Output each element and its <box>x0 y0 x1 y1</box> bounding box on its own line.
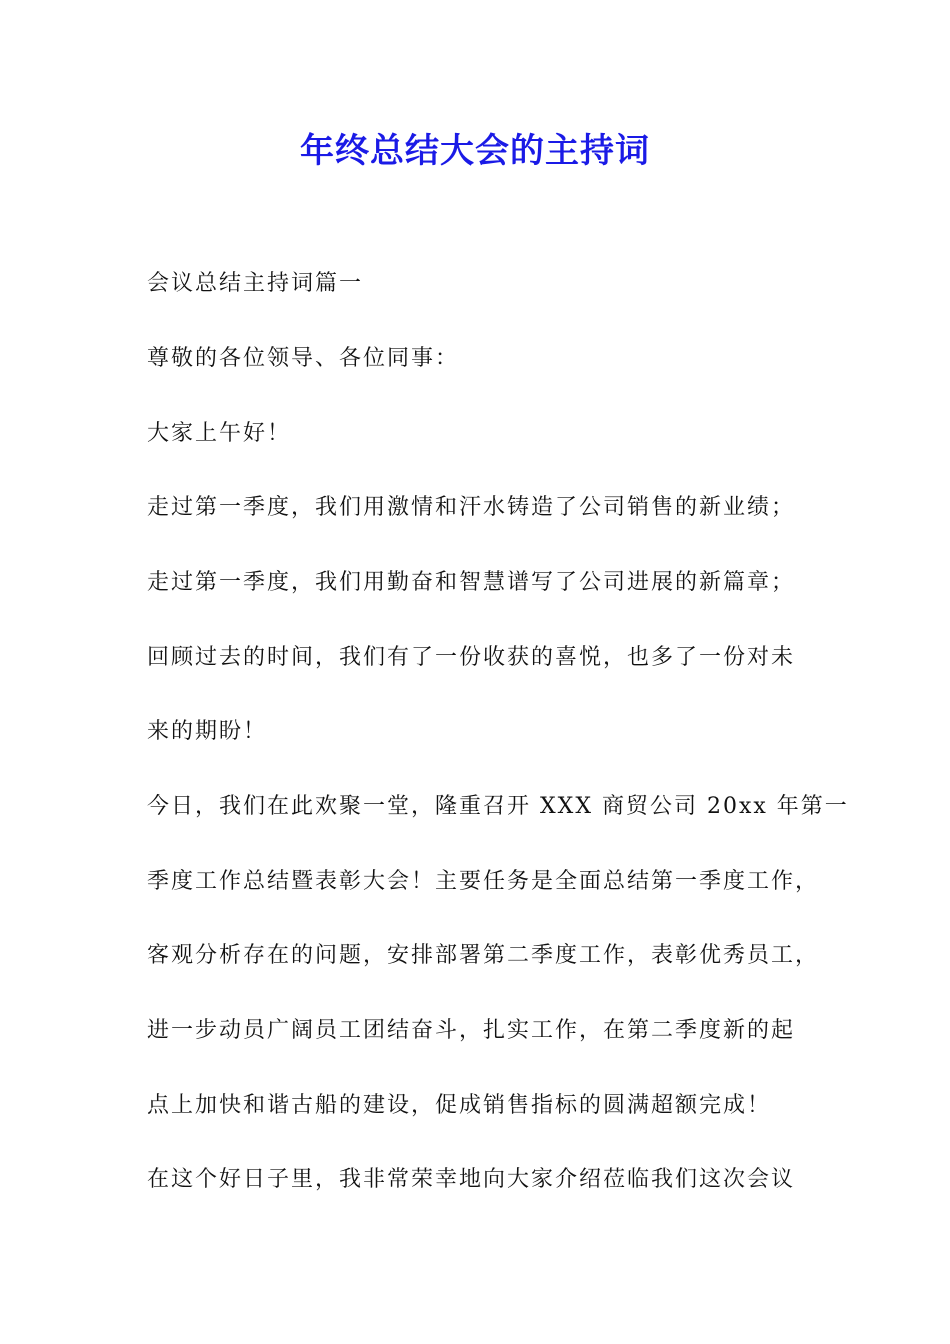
document-title: 年终总结大会的主持词 <box>300 131 650 171</box>
paragraph-line: 来的期盼！ <box>147 719 268 744</box>
paragraph-line: 进一步动员广阔员工团结奋斗，扎实工作，在第二季度新的起 <box>147 1018 796 1043</box>
paragraph-line: 回顾过去的时间，我们有了一份收获的喜悦，也多了一份对未 <box>147 645 796 670</box>
greeting: 大家上午好！ <box>147 421 292 446</box>
paragraph-line: 季度工作总结暨表彰大会！主要任务是全面总结第一季度工作， <box>147 869 820 894</box>
paragraph-line: 点上加快和谐古船的建设，促成销售指标的圆满超额完成！ <box>147 1093 772 1118</box>
paragraph-line: 走过第一季度，我们用激情和汗水铸造了公司销售的新业绩； <box>147 495 796 520</box>
paragraph-line: 走过第一季度，我们用勤奋和智慧谱写了公司进展的新篇章； <box>147 570 796 595</box>
salutation: 尊敬的各位领导、各位同事： <box>147 346 460 371</box>
paragraph-line: 今日，我们在此欢聚一堂，隆重召开 XXX 商贸公司 20xx 年第一 <box>147 794 849 819</box>
paragraph-line: 在这个好日子里，我非常荣幸地向大家介绍莅临我们这次会议 <box>147 1167 796 1192</box>
paragraph-line: 客观分析存在的问题，安排部署第二季度工作，表彰优秀员工， <box>147 943 820 968</box>
section-heading: 会议总结主持词篇一 <box>147 271 364 296</box>
